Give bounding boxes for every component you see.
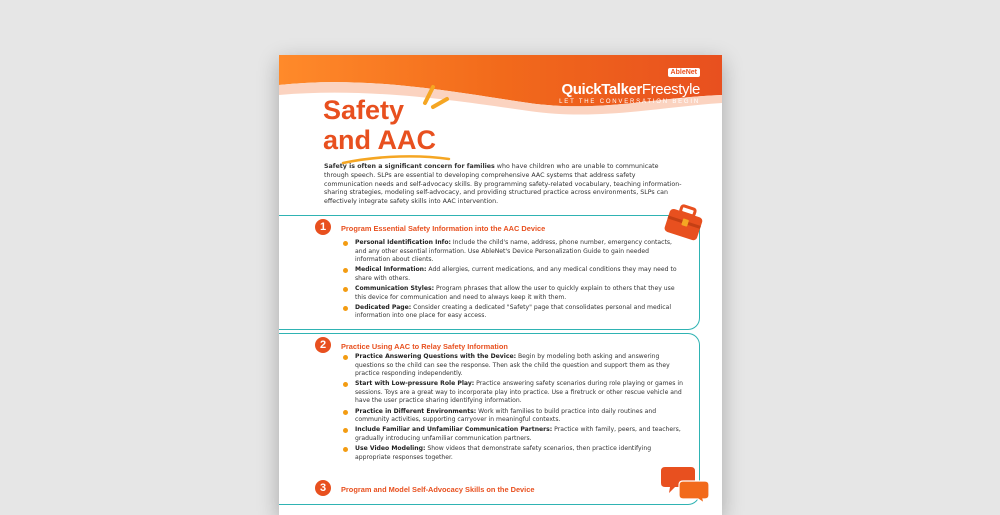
brand-tagline: LET THE CONVERSATION BEGIN [559, 99, 700, 105]
list-item: Communication Styles: Program phrases that allow the user to quickly explain to others that they use this device for communication and need to always keep it with them. [343, 285, 683, 302]
product-name: QuickTalkerFreestyle [561, 81, 700, 98]
section-3-title: Program and Model Self-Advocacy Skills on the Device [341, 485, 535, 494]
list-item: Dedicated Page: Consider creating a dedicated "Safety" page that consolidates personal and medical information into one place for easy access. [343, 304, 683, 321]
section-1-list [343, 239, 683, 322]
ablenet-badge: AbleNet [668, 68, 700, 77]
page-title: Safety and AAC [323, 95, 436, 155]
quicktalker-logo [559, 69, 700, 105]
section-1-title: Program Essential Safety Information into the AAC Device [341, 224, 546, 233]
list-item: Practice in Different Environments: Work with families to build practice into daily routines and community activities, supporting carryover in meaningful contexts. [343, 408, 683, 425]
list-item: Use Video Modeling: Show videos that demonstrate safety scenarios, then practice identifying appropriate responses together. [343, 445, 683, 462]
sparkle-accent-icon [419, 83, 453, 111]
list-item: Medical Information: Add allergies, current medications, and any medical conditions they may need to share with others. [343, 266, 683, 283]
list-item: Include Familiar and Unfamiliar Communication Partners: Practice with family, peers, and teachers, gradually introducing unfamiliar communication partners. [343, 426, 683, 443]
section-2-list [343, 353, 683, 464]
intro-paragraph: Safety is often a significant concern for families who have children who are unable to communicate through speech. SLPs are essential to developing comprehensive AAC systems that address safety communication needs and self-advocacy skills. By programming safety-related vocabulary, teaching information-sharing strategies, modeling self-advocacy, and providing structured practice across environments, SLPs can effectively integrate safety skills into AAC intervention. [324, 163, 682, 206]
list-item: Personal Identification Info: Include the child's name, address, phone number, emergency contacts, and any other essential information. Use AbleNet's Device Personalization Guide to gain needed information about clients. [343, 239, 683, 265]
speech-bubbles-icon [661, 463, 711, 503]
section-1-number: 1 [315, 219, 331, 235]
section-2-number: 2 [315, 337, 331, 353]
briefcase-icon [663, 203, 707, 241]
section-3-number: 3 [315, 480, 331, 496]
list-item: Practice Answering Questions with the Device: Begin by modeling both asking and answering questions so the child can see the response. Then ask the child the question and support them as they practice responding independently. [343, 353, 683, 379]
flyer-page [279, 55, 722, 515]
list-item: Start with Low-pressure Role Play: Practice answering safety scenarios during role playing or games in sessions. Toys are a great way to incorporate play into practice. Use a firetruck or other rescue vehicle and have the user practice sharing identifying information. [343, 380, 683, 406]
section-2-title: Practice Using AAC to Relay Safety Information [341, 342, 508, 351]
